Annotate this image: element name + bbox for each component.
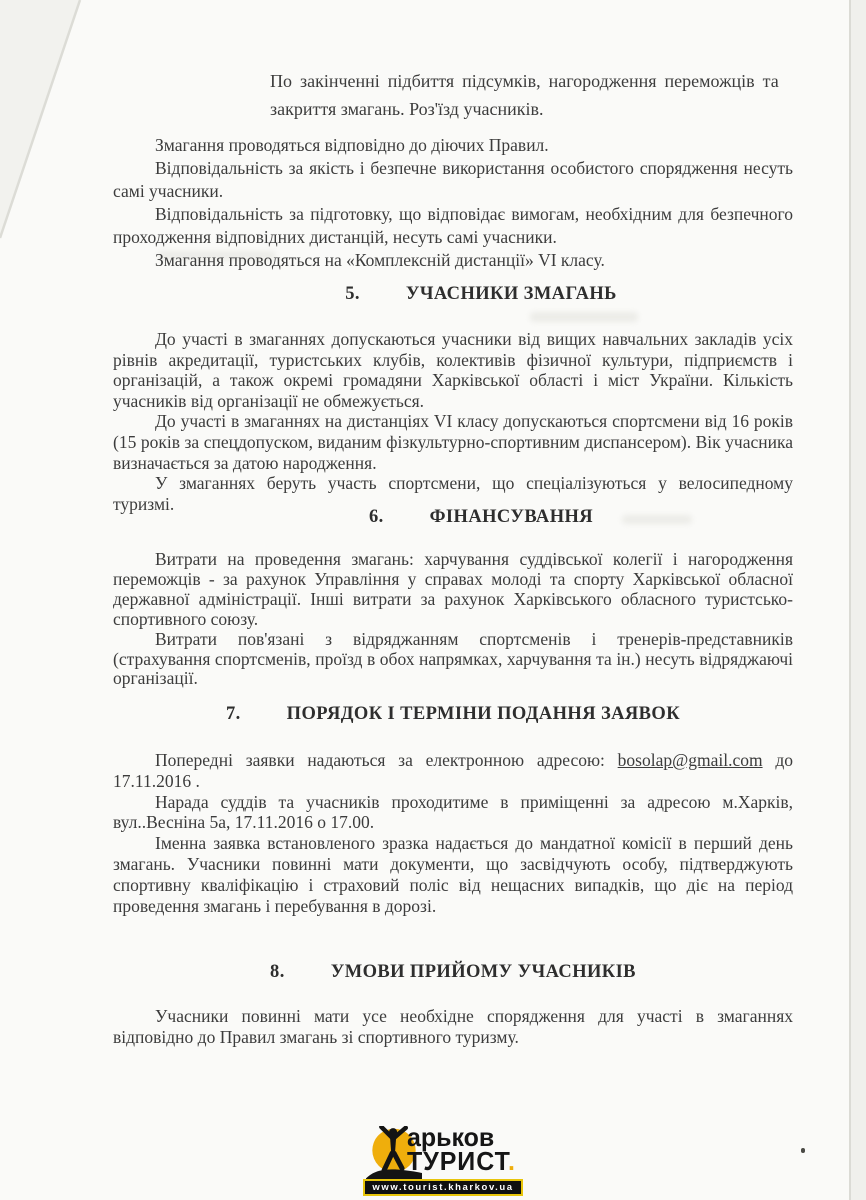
section-number: 5. — [345, 284, 360, 304]
section-8-body — [113, 1006, 793, 1048]
section-title: ПОРЯДОК І ТЕРМІНИ ПОДАННЯ ЗАЯВОК — [286, 704, 681, 724]
email-paragraph-suffix: до 17.11.2016 . — [113, 750, 793, 791]
section-5-body — [113, 329, 793, 514]
paragraph: Витрати на проведення змагань: харчування суддівської колегії і нагородження переможців - за рахунок Управління у справах молоді та спорту Харківської обласної державної адміністрації. Інші витрати за рахунок Харківського обласного туристсько-спортивного союзу. — [113, 549, 793, 629]
email-paragraph-prefix: Попередні заявки надаються за електронною адресою: — [155, 750, 618, 770]
paragraph: Відповідальність за підготовку, що відповідає вимогам, необхідним для безпечного проходження відповідних дистанцій, несуть самі учасники. — [113, 204, 793, 247]
section-title: УМОВИ ПРИЙОМУ УЧАСНИКІВ — [330, 962, 636, 982]
section-5-heading — [113, 284, 793, 305]
intro-line: По закінченні підбиття підсумків, нагородження переможців та — [270, 71, 779, 91]
email-link[interactable]: bosolap@gmail.com — [617, 750, 763, 770]
general-provisions — [113, 134, 793, 272]
section-7-body — [113, 750, 793, 916]
section-number: 8. — [270, 962, 285, 982]
logo-word-kharkov: арьков — [407, 1122, 495, 1152]
section-number: 7. — [225, 704, 241, 724]
logo-word-tourist: ТУРИСТ. — [407, 1146, 516, 1176]
paragraph: Нарада суддів та учасників проходитиме в приміщенні за адресою м.Харків, вул..Весніна 5а, 17.11.2016 о 17.00. — [113, 791, 793, 833]
scan-speck — [801, 1148, 805, 1153]
paragraph: Змагання проводяться на «Комплексній дистанції» VI класу. — [155, 250, 605, 270]
paragraph-with-email — [113, 750, 793, 792]
section-8-heading — [113, 962, 793, 983]
paragraph: Іменна заявка встановленого зразка надається до мандатної комісії в перший день змагань. Учасники повинні мати документи, що засвідчують особу, підтверджують спортивну кваліфікацію і страховий поліс від нещасних випадків, що діє на період проведення змагань і перебування в дорозі. — [113, 833, 793, 916]
page-edge-shadow — [849, 0, 866, 1200]
paragraph: Учасники повинні мати усе необхідне спорядження для участі в змаганнях відповідно до Правил змагань зі спортивного туризму. — [113, 1006, 793, 1047]
paragraph: До участі в змаганнях на дистанціях VI класу допускаються спортсмени від 16 років (15 років за спецдопуском, виданим фізкультурно-спортивним диспансером). Вік учасника визначається за датою народження. — [113, 411, 793, 473]
paragraph: Відповідальність за якість і безпечне використання особистого спорядження несуть самі учасники. — [113, 158, 793, 201]
intro-paragraph — [270, 68, 805, 123]
section-6-body — [113, 550, 793, 689]
page-corner-fold — [0, 0, 100, 250]
intro-line: закриття змагань. Роз'їзд учасників. — [270, 98, 544, 119]
section-7-heading — [113, 704, 793, 725]
section-title: ФІНАНСУВАННЯ — [429, 507, 594, 527]
logo-wordmark — [407, 1122, 516, 1176]
paragraph: Витрати пов'язані з відряджанням спортсменів і тренерів-представників (страхування спортсменів, проїзд в обох напрямках, харчування та ін.) несуть відряджаючі організації. — [113, 628, 793, 689]
paragraph: Змагання проводяться відповідно до діючих Правил. — [155, 135, 549, 155]
paragraph: У змаганнях беруть участь спортсмени, що спеціалізуються у велосипедному туризмі. — [113, 473, 793, 514]
logo-dot: . — [507, 1146, 516, 1176]
paragraph: До участі в змаганнях допускаються учасники від вищих навчальних закладів усіх рівнів акредитації, туристських клубів, колективів фізичної культури, підприємств і організацій, а також окремі громадяни Харківської області і міст України. Кількість учасників від організації не обмежується. — [113, 329, 793, 411]
section-title: УЧАСНИКИ ЗМАГАНЬ — [405, 284, 617, 304]
section-number: 6. — [368, 507, 384, 527]
section-6-heading — [113, 507, 793, 528]
scan-artifact — [530, 312, 638, 322]
kharkov-tourist-logo — [363, 1122, 523, 1196]
logo-website-url[interactable]: www.tourist.kharkov.ua — [363, 1179, 523, 1196]
